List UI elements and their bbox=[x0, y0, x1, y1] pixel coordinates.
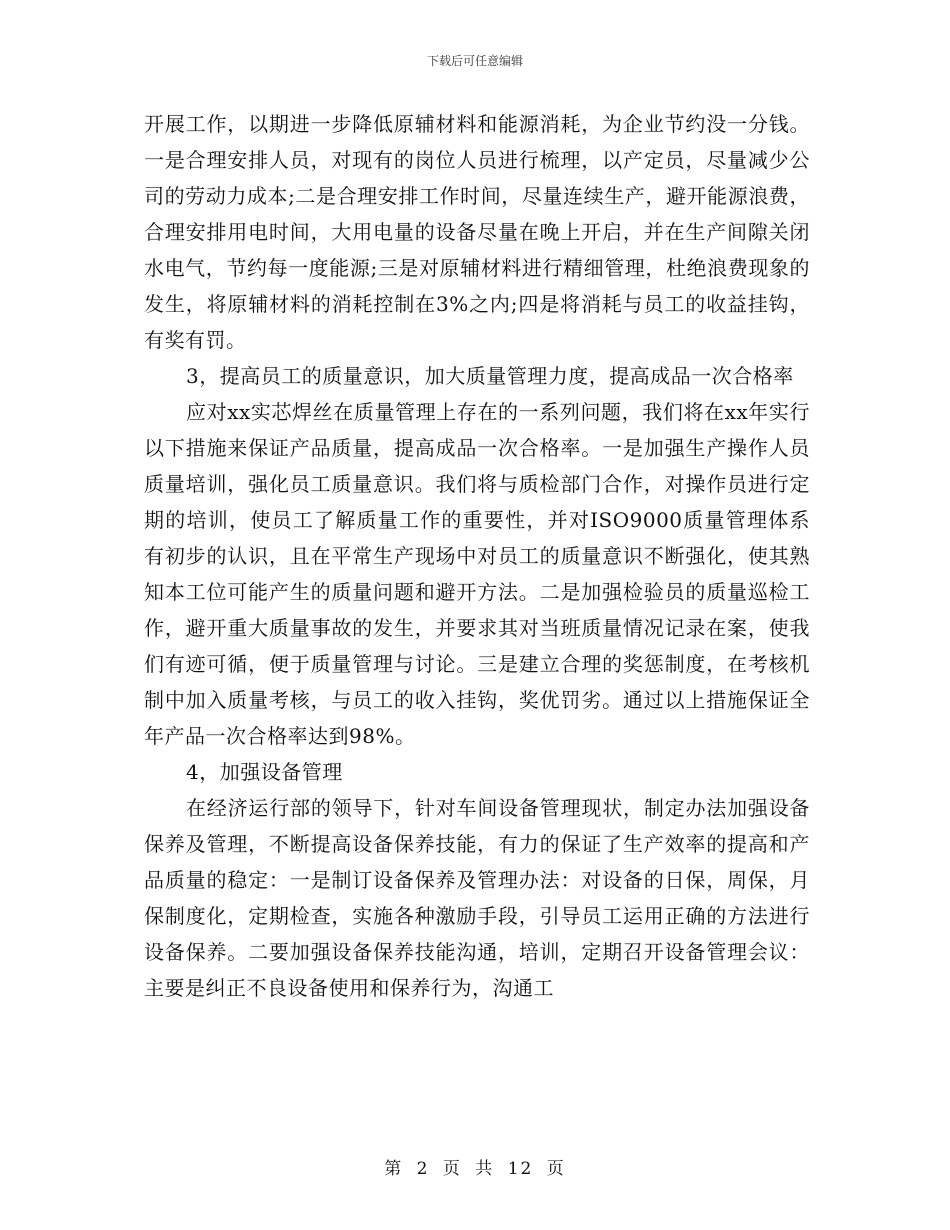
page-footer bbox=[0, 1154, 950, 1179]
footer-total-pages: 12 bbox=[507, 1159, 534, 1179]
section-heading-3: 3，提高员工的质量意识，加大质量管理力度，提高成品一次合格率 bbox=[186, 364, 794, 388]
page-header-note: 下载后可任意编辑 bbox=[426, 54, 523, 68]
footer-total-word: 共 bbox=[475, 1159, 495, 1179]
body-paragraph-3: 在经济运行部的领导下，针对车间设备管理现状，制定办法加强设备保养及管理，不断提高设备保养技能，有力的保证了生产效率的提高和产品质量的稳定：一是制订设备保养及管理办法：对设备的日保，周保，月保制度化，定期检查，实施各种激励手段，引导员工运用正确的方法进行设备保养。二要加强设备保养技能沟通，培训，定期召开设备管理会议：主要是纠正不良设备使用和保养行为，沟通工 bbox=[144, 796, 810, 1000]
document-body bbox=[144, 106, 810, 1006]
footer-suffix: 页 bbox=[546, 1159, 566, 1179]
body-paragraph-2: 应对xx实芯焊丝在质量管理上存在的一系列问题，我们将在xx年实行以下措施来保证产品质量，提高成品一次合格率。一是加强生产操作人员质量培训，强化员工质量意识。我们将与质检部门合作，对操作员进行定期的培训，使员工了解质量工作的重要性，并对ISO9000质量管理体系有初步的认识，且在平常生产现场中对员工的质量意识不断强化，使其熟知本工位可能产生的质量问题和避开方法。二是加强检验员的质量巡检工作，避开重大质量事故的发生，并要求其对当班质量情况记录在案，使我们有迹可循，便于质量管理与讨论。三是建立合理的奖惩制度，在考核机制中加入质量考核，与员工的收入挂钩，奖优罚劣。通过以上措施保证全年产品一次合格率达到98%。 bbox=[144, 400, 810, 748]
footer-prefix: 第 bbox=[384, 1159, 404, 1179]
body-paragraph-1: 开展工作，以期进一步降低原辅材料和能源消耗，为企业节约没一分钱。一是合理安排人员，对现有的岗位人员进行梳理，以产定员，尽量减少公司的劳动力成本;二是合理安排工作时间，尽量连续生产，避开能源浪费，合理安排用电时间，大用电量的设备尽量在晚上开启，并在生产间隙关闭水电气，节约每一度能源;三是对原辅材料进行精细管理，杜绝浪费现象的发生，将原辅材料的消耗控制在3%之内;四是将消耗与员工的收益挂钩，有奖有罚。 bbox=[144, 112, 810, 352]
footer-page-word: 页 bbox=[442, 1159, 462, 1179]
section-heading-4: 4，加强设备管理 bbox=[186, 760, 343, 784]
footer-current-page: 2 bbox=[416, 1159, 430, 1179]
